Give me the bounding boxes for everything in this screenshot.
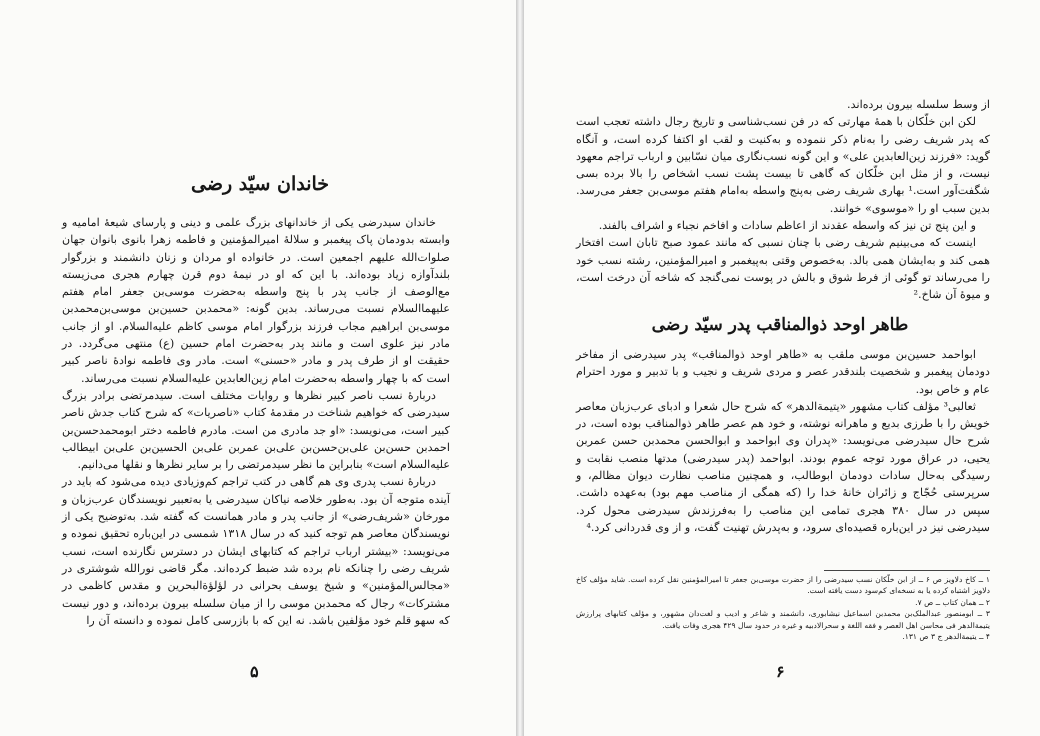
right-paragraph-1: لکن ابن خلّکان با همهٔ مهارتی که در فن نسب‌شناسی و تاریخ رجال داشته تعجب است که پدر شریف رضی را به‌نام ذکر ننموده و به‌کنیت و لقب او اکتفا کرده است، و آنگاه گوید: «فرزند زین‌العابدین علی» و این گونه نسب‌نگاری میان نسّابین و ارباب تراجم معهود نیست، و از مثل ابن خلّکان که گاهی تا بیست پشت نسب اشخاص را بالا برده بسی شگفت‌آور است.¹ بهاری شریف رضی به‌پنج واسطه به‌امام هفتم موسی‌بن جعفر می‌رسد. بدین سبب او را «موسوی» خوانند. (576, 115, 990, 215)
footnote-separator (824, 570, 990, 571)
right-paragraph-3: اینست که می‌بینیم شریف رضی با چنان نسبی که مانند عمود صبح تابان است افتخار همی کند و به‌ایشان همی بالد. به‌خصوص وقتی به‌پیغمبر و امیرالمؤمنین، رشته نسب خود را می‌رساند تو گوئی از فرط شوق و بالش در پوست نمی‌گنجد که شاخه آن درخت است، و میوهٔ آن شاخ.² (576, 236, 990, 302)
left-page-title: خاندان سیّد رضی (190, 173, 330, 195)
footnote-3: ۳ ــ ابومنصور عبدالملک‌بن محمدبن اسماعیل نیشابوری، دانشمند و شاعر و ادیب و لغت‌دان مشهور، و مؤلف کتابهای پرارزش یتیمة‌الدهر فی محاسن اهل العصر و فقه اللغة و سحرالادبیه و غیره در حدود سال ۴۲۹ هجری وفات یافت. (576, 609, 990, 630)
book-gutter (516, 0, 524, 736)
right-paragraph-2: و این پنج تن نیز که واسطه عقدند از اعاظم سادات و افاخم نجباء و اشراف بالفند. (598, 219, 976, 233)
left-page-body (62, 214, 450, 629)
left-paragraph-3: دربارهٔ نسب پدری وی هم گاهی در کتب تراجم کم‌وزیادی دیده می‌شود که باید در آینده متوجه آن بود. به‌طور خلاصه نیاکان سیدرضی یا به‌تعبیر نویسندگان عرب‌زبان و مورخان «شریف‌رضی» از جانب پدر و مادر همانست که گفته شد. به‌توضیح یکی از نویسندگان معاصر هم توجه کنید که در سال ۱۳۱۸ شمسی در این‌باره تحقیق نموده و می‌نویسد: «بیشتر ارباب تراجم که کتابهای ایشان در دسترس نگارنده است، نسب شریف رضی را چنانکه نام برده شد ضبط کرده‌اند. مگر قاضی نورالله شوشتری در «مجالس‌المؤمنین» و شیخ یوسف بحرانی در لؤلؤةالبحرین و مقدس کاظمی در مشترکات» رجال که محمدبن موسی را از میان سلسله بیرون برده‌اند، و دور نیست که سهو قلم خود مؤلفین باشد. نه این که با بازرسی کامل نموده و دانسته آن را (62, 475, 450, 627)
right-page-number: ۶ (776, 662, 785, 681)
left-page-number: ۵ (250, 662, 259, 681)
left-paragraph-2: دربارهٔ نسب ناصر کبیر نظرها و روایات مختلف است. سیدمرتضی برادر بزرگ سیدرضی که خواهیم شناخت در مقدمهٔ کتاب «ناصریات» که شرح کتاب جدش ناصر کبیر است، می‌نویسد: «او جد مادری من است. مادرم فاطمه دختر ابومحمدحسن‌بن احمدبن حسن‌بن علی‌بن‌حسن‌بن علی‌بن عمربن علی‌بن الحسین‌بن علی‌بن ابیطالب علیه‌السلام است» بنابراین ما نظر سیدمرتضی را بر سایر نظرها و نقلها می‌دانیم. (62, 388, 450, 472)
right-paragraph-continued: از وسط سلسله بیرون برده‌اند. (847, 98, 990, 111)
right-page (524, 0, 1040, 736)
right-page-body (576, 346, 990, 536)
footnote-4: ۴ ــ یتیمة‌الدهر ج ۳ ص ۱۳۱. (902, 632, 990, 642)
footnote-2: ۲ ــ همان کتاب ــ ص ۷. (915, 597, 990, 607)
left-page (0, 0, 516, 736)
left-paragraph-1: خاندان سیدرضی یکی از خاندانهای بزرگ علمی و دینی و پارسای شیعهٔ امامیه و وابسته بدودمان پاک پیغمبر و سلالهٔ امیرالمؤمنین و فاطمه زهرا بانوی بانوان جهان صلوات‌الله علیهم اجمعین است. در خانواده او مردان و زنان دانشمند و بزرگوار بلندآوازه زیاد بوده‌اند. با این که او در نیمهٔ دوم قرن چهارم هجری می‌زیسته مع‌الوصف از جانب پدر با پنج واسطه به‌حضرت موسی‌بن جعفر امام هفتم علیهما‌السلام نسبت می‌رساند. بدین گونه: «محمدبن حسین‌بن موسی‌بن‌محمدبن موسی‌بن ابراهیم مجاب فرزند بزرگوار امام موسی کاظم علیه‌السلام. او از جانب مادر نیز علوی است و مانند پدر به‌حضرت امام حسین (ع) منتهی می‌گردد. در حقیقت او از طرف پدر و مادر «حسنی» است. مادر وی فاطمه نوادهٔ ناصر کبیر است که با چهار واسطه به‌حضرت امام زین‌العابدین علیه‌السلام نسبت می‌رساند. (62, 216, 450, 385)
right-paragraph-5: ثعالبی³ مؤلف کتاب مشهور «یتیمة‌الدهر» که شرح حال شعرا و ادبای عرب‌زبان معاصر خویش را با طرزی بدیع و ماهرانه نوشته، و خود هم عصر طاهر ذوالمناقب بوده است، در شرح حال سیدرضی می‌نویسد: «پدران وی ابواحمد و ابوالحسن محمدبن حسن عمربن یحیی، در عراق مورد توجه عموم بودند. ابواحمد (پدر سیدرضی) مدتها منصب نقابت و رسیدگی به‌حال سادات دودمان ابوطالب، و همچنین مناصب نظارت دیوان مظالم، و سرپرستی حُجّاج و زائران خانهٔ خدا را (که همگی از مناصب مهم بود) به‌عهده داشت. سپس در سال ۳۸۰ هجری تمامی این مناصب را به‌فرزندش سیدرضی محول کرد. سیدرضی نیز در این‌باره قصیده‌ای سرود، و به‌پدرش تهنیت گفت، و از وی قدردانی کرد.⁴ (576, 399, 991, 534)
footnote-1: ۱ ــ کاخ دلاویز ص ۶ ــ از ابن خلّکان نسب سیدرضی را از حضرت موسی‌بن جعفر تا امیرالمؤمنین نقل کرده است. شاید مؤلف کاخ دلاویز اشتباه کرده یا به نسخه‌ای کم‌سود دست یافته است. (576, 575, 990, 596)
right-section-heading: طاهر اوحد ذوالمناقب پدر سیّد رضی (651, 315, 909, 335)
right-paragraph-4: ابواحمد حسین‌بن موسی ملقب به «طاهر اوحد ذوالمناقب» پدر سیدرضی از مفاخر دودمان پیغمبر و شخصیت بلندقدر عصر و مردی شریف و نجیب و با تدبیر و مورد احترام عام و خاص بود. (576, 348, 990, 396)
footnotes (576, 574, 990, 642)
right-page-top-text (576, 96, 990, 304)
